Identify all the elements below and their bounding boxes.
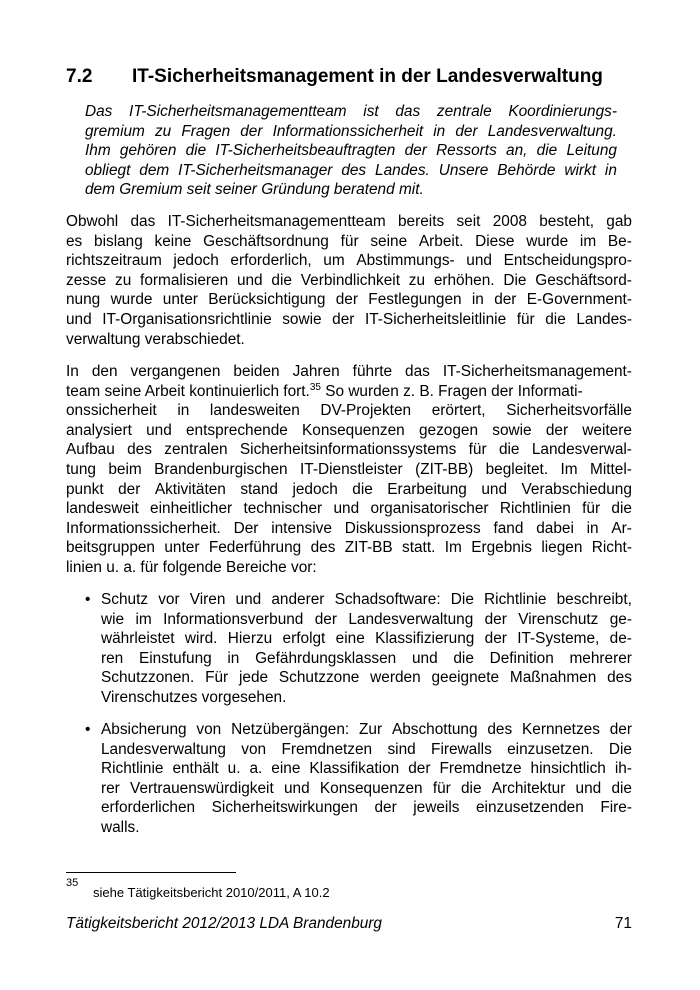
paragraph-line — [66, 401, 632, 421]
word: Be- — [607, 232, 632, 250]
word: ren — [101, 649, 124, 667]
word: eine — [335, 630, 365, 648]
page-number: 71 — [614, 915, 632, 932]
footnote-number: 35 — [66, 877, 79, 889]
bullet-line — [101, 590, 632, 610]
word: Viren — [189, 591, 226, 608]
intro-line — [85, 161, 617, 181]
word: um — [323, 252, 345, 270]
word: für — [432, 779, 451, 797]
word: Vertrauenswürdigkeit — [130, 779, 274, 797]
word: währleistet — [101, 630, 175, 648]
word: bereits — [398, 213, 445, 230]
word: Verabschiedung — [521, 480, 632, 498]
word: Ressorts — [436, 142, 497, 160]
word: Geschäftsord- — [535, 271, 632, 289]
bullet-line — [101, 649, 632, 669]
word: Leitung — [566, 142, 617, 160]
word: entsprechende — [186, 421, 288, 439]
word: Abschottung — [391, 721, 478, 738]
word: Abstimmungs- — [356, 252, 455, 270]
footnote-text: siehe Tätigkeitsbericht 2010/2011, A 10.2 — [93, 885, 330, 900]
bullet-marker: • — [85, 591, 91, 608]
word: zentrale — [436, 103, 492, 120]
word: für — [516, 310, 535, 328]
word: onssicherheit — [66, 402, 157, 420]
word: Diese — [475, 232, 515, 250]
word: vergangenen — [130, 363, 221, 380]
word: und — [236, 271, 263, 289]
paragraph-line — [66, 421, 632, 441]
word: Virenschutz — [518, 610, 599, 628]
word: Ergebnis — [471, 539, 532, 557]
word: des — [607, 669, 632, 687]
word: Die — [608, 740, 632, 758]
word: Informationssicherheit. — [66, 519, 221, 537]
word: keine — [154, 232, 192, 250]
word: des — [310, 539, 336, 557]
word: werden — [370, 669, 421, 687]
word: der — [374, 799, 397, 817]
word: begleitet. — [485, 460, 549, 478]
word: wird. — [184, 630, 218, 648]
word: IT-Sicherheitsmanagementteam — [167, 213, 386, 230]
word: der — [408, 760, 431, 778]
word: gremium — [85, 122, 145, 140]
intro-line — [85, 102, 617, 122]
word: landesweiten — [209, 402, 300, 420]
word: E-Government- — [526, 291, 632, 309]
word: a. — [249, 760, 263, 778]
word: Obwohl — [66, 213, 119, 230]
word: Federführung — [208, 539, 302, 557]
word: Sicherheitswirkungen — [211, 799, 358, 817]
word: jedoch — [292, 480, 338, 498]
word: de- — [609, 630, 632, 648]
word: Die — [503, 271, 527, 289]
word: in — [471, 291, 484, 309]
word: und — [481, 480, 508, 498]
word: Konsequenzen — [319, 779, 423, 797]
word: jedoch — [173, 252, 219, 270]
word: Schutz — [101, 591, 149, 608]
word: in — [604, 161, 617, 179]
word: Festlegungen — [368, 291, 462, 309]
word: Brandenburgischen — [154, 460, 288, 478]
word: IT-Sicherheitsmanagement- — [442, 363, 632, 380]
paragraph-line — [66, 480, 632, 500]
intro-box — [85, 102, 617, 200]
word: Informationsverbund — [163, 610, 304, 628]
intro-line — [85, 122, 617, 142]
word: beim — [108, 460, 142, 478]
word: Aktivitäten — [154, 480, 226, 498]
word: Fragen — [181, 122, 231, 140]
word: zu — [115, 271, 132, 289]
word: von — [241, 740, 267, 758]
word: gezogen — [418, 421, 479, 439]
word: ge- — [609, 610, 632, 628]
word: sowie — [492, 421, 532, 439]
word: Klassifizierung — [375, 630, 475, 648]
word: die — [461, 779, 482, 797]
word: Unsere — [438, 161, 489, 179]
word: Gefährdungsklassen — [255, 649, 397, 667]
paragraph-line — [66, 251, 632, 271]
word: unter — [162, 291, 198, 309]
word: wirkt — [564, 161, 597, 179]
word: stand — [240, 480, 278, 498]
word: Fremdnetze — [439, 760, 522, 778]
word: die — [611, 500, 632, 518]
paragraph-1 — [66, 212, 632, 349]
bullet-line — [101, 759, 632, 779]
paragraph-text: So wurden z. B. Fragen der Informati- — [320, 382, 583, 400]
word: dabei — [536, 519, 574, 537]
word: Absicherung — [101, 721, 187, 738]
word: statt. — [402, 539, 436, 557]
word: dem — [139, 161, 170, 179]
bullet-line — [101, 668, 632, 688]
word: die — [545, 310, 566, 328]
word: hinsichtlich — [530, 760, 606, 778]
word: seine — [370, 232, 408, 250]
word: Sicherheitsvorfälle — [506, 402, 632, 420]
bullet-line — [101, 720, 632, 740]
word: ZIT-BB — [344, 539, 393, 557]
word: Das — [85, 103, 113, 120]
word: zesse — [66, 271, 107, 289]
word: Ihm — [85, 142, 111, 160]
word: Landesverwal- — [531, 441, 632, 459]
word: DV-Projekten — [320, 402, 412, 420]
word: des — [127, 441, 152, 459]
word: für — [582, 500, 601, 518]
word: Architektur — [491, 779, 566, 797]
word: Landes. — [375, 161, 430, 179]
word: Aufbau — [66, 441, 115, 459]
section-number: 7.2 — [66, 66, 93, 87]
paragraph-line: linien u. a. für folgende Bereiche vor: — [66, 558, 317, 576]
paragraph-line — [66, 460, 632, 480]
word: an, — [506, 142, 528, 160]
word: besteht, — [539, 213, 595, 230]
word: Schutzzone — [278, 669, 360, 687]
word: einzusetzen. — [507, 740, 594, 758]
paragraph-text: team seine Arbeit kontinuierlich fort. — [66, 382, 310, 400]
word: wie — [101, 610, 125, 628]
paragraph-line — [66, 538, 632, 558]
word: erhöhen. — [433, 271, 495, 289]
word: Netzübergängen: — [231, 721, 350, 738]
word: wurde — [526, 232, 569, 250]
word: IT-Organisationsrichtlinie — [102, 310, 272, 328]
word: Berücksichtigung — [208, 291, 326, 309]
word: Sicherheitsinformationssystems — [239, 441, 457, 459]
word: Im — [560, 460, 578, 478]
word: sowie — [282, 310, 322, 328]
bullet-line — [101, 610, 632, 630]
word: der — [484, 610, 507, 628]
word: Schutzzonen. — [101, 669, 195, 687]
footnote-divider — [66, 872, 236, 873]
word: IT-Dienstleister — [300, 460, 403, 478]
word: und — [66, 310, 92, 328]
paragraph-2 — [66, 362, 632, 578]
word: des — [341, 161, 367, 179]
word: führte — [352, 363, 393, 380]
word: Richtlinie — [101, 760, 164, 778]
word: zentralen — [164, 441, 228, 459]
word: jeweils — [413, 799, 460, 817]
word: beschreibt, — [556, 591, 632, 608]
word: Der — [233, 519, 259, 537]
word: technischer — [243, 500, 323, 518]
word: Richtlinie — [484, 591, 547, 608]
paragraph-line — [66, 232, 632, 252]
word: die — [536, 142, 558, 160]
bullet-item — [101, 590, 632, 708]
word: zu — [154, 122, 172, 140]
word: punkt — [66, 480, 104, 498]
bullet-line — [101, 798, 632, 818]
word: Verbindlichkeit — [300, 271, 400, 289]
word: und — [333, 500, 360, 518]
paragraph-line — [66, 212, 632, 232]
word: einzusetzenden — [475, 799, 584, 817]
footnote-reference: 35 — [309, 381, 321, 393]
word: der — [494, 291, 517, 309]
word: Fire- — [600, 799, 632, 817]
word: ih- — [614, 760, 632, 778]
word: IT-Sicherheitsmanager — [178, 161, 333, 179]
word: gehören — [119, 142, 177, 160]
word: einheitlicher — [150, 500, 233, 518]
word: Hierzu — [227, 630, 273, 648]
word: der — [545, 421, 569, 439]
word: Landesverwaltung — [348, 610, 474, 628]
word: beiden — [233, 363, 280, 380]
bullet-line — [101, 740, 632, 760]
word: die — [271, 271, 292, 289]
word: In — [66, 363, 79, 380]
paragraph-line: verwaltung verabschiedet. — [66, 330, 245, 348]
word: erforderlichen — [101, 799, 196, 817]
paragraph-line — [66, 440, 632, 460]
paragraph-line — [66, 362, 632, 382]
word: erforderlich, — [230, 252, 312, 270]
word: das — [130, 213, 156, 230]
word: obliegt — [85, 161, 131, 179]
word: Für — [205, 669, 229, 687]
word: die — [611, 779, 632, 797]
word: Informationssicherheit — [272, 122, 424, 140]
word: der — [314, 610, 337, 628]
word: Landesverwaltung. — [487, 122, 617, 140]
paragraph-line — [66, 271, 632, 291]
paragraph-line — [66, 499, 632, 519]
word: Richtlinien — [499, 500, 571, 518]
intro-line: dem Gremium seit seiner Gründung beratend mit. — [85, 181, 424, 199]
word: die — [453, 649, 474, 667]
word: Maßnahmen — [509, 669, 597, 687]
word: seit — [456, 213, 481, 230]
intro-line — [85, 141, 617, 161]
word: den — [91, 363, 118, 380]
word: Geschäftsordnung — [203, 232, 329, 250]
word: mehrerer — [569, 649, 632, 667]
word: sind — [387, 740, 416, 758]
section-title: IT-Sicherheitsmanagement in der Landesverwaltung — [132, 66, 603, 87]
word: rer — [101, 779, 120, 797]
word: für — [468, 441, 487, 459]
bullet-marker: • — [85, 721, 91, 738]
word: geeignete — [431, 669, 500, 687]
word: nung — [66, 291, 101, 309]
word: und — [235, 591, 262, 608]
word: Definition — [489, 649, 554, 667]
word: Diskussionsprozess — [344, 519, 481, 537]
word: bislang — [94, 232, 143, 250]
word: (ZIT-BB) — [415, 460, 474, 478]
paragraph-line — [66, 519, 632, 539]
word: IT-Sicherheitsmanagementteam — [129, 103, 347, 120]
word: Ar- — [611, 519, 632, 537]
word: erfolgt — [282, 630, 326, 648]
word: analysiert — [66, 421, 132, 439]
word: enthält — [172, 760, 219, 778]
word: der — [609, 721, 632, 738]
word: formalisieren — [140, 271, 229, 289]
word: 2008 — [492, 213, 527, 230]
word: Einstufung — [138, 649, 212, 667]
word: Behörde — [497, 161, 556, 179]
word: zu — [408, 271, 426, 289]
word: Klassifikation — [309, 760, 400, 778]
word: IT-Systeme, — [517, 630, 600, 648]
word: tung — [66, 460, 96, 478]
word: für — [340, 232, 359, 250]
word: Kernnetzes — [522, 721, 600, 738]
word: Erarbeitung — [387, 480, 467, 498]
word: Entscheidungspro- — [503, 252, 632, 270]
word: liegen — [541, 539, 583, 557]
section-heading — [66, 66, 646, 88]
word: der — [335, 291, 358, 309]
word: die — [185, 142, 207, 160]
word: der — [484, 630, 507, 648]
word: weitere — [582, 421, 632, 439]
page-footer — [66, 915, 632, 933]
word: gab — [606, 213, 632, 230]
paragraph-line-with-footnote — [66, 382, 632, 402]
word: eine — [271, 760, 301, 778]
word: und — [283, 779, 310, 797]
word: Richt- — [591, 539, 632, 557]
word: Arbeit. — [418, 232, 464, 250]
word: landesweit — [66, 500, 139, 518]
word: erörtert, — [431, 402, 486, 420]
word: beitsgruppen — [66, 539, 155, 557]
bullet-line — [101, 629, 632, 649]
word: die — [498, 441, 520, 459]
word: in — [433, 122, 446, 140]
word: Firewalls — [431, 740, 492, 758]
word: im — [579, 232, 597, 250]
word: und — [575, 779, 602, 797]
bullet-line — [101, 779, 632, 799]
word: organisatorischer — [370, 500, 489, 518]
word: die — [352, 480, 373, 498]
footer-title: Tätigkeitsbericht 2012/2013 LDA Brandenburg — [66, 915, 382, 932]
word: Schadsoftware: — [334, 591, 441, 608]
word: Landes- — [576, 310, 632, 328]
word: Landesverwaltung — [101, 740, 226, 758]
word: in — [177, 402, 190, 420]
word: und — [411, 649, 438, 667]
word: Zur — [359, 721, 383, 738]
bullet-line: walls. — [101, 818, 140, 836]
word: im — [135, 610, 152, 628]
paragraph-line — [66, 310, 632, 330]
word: der — [332, 310, 355, 328]
word: Jahren — [292, 363, 340, 380]
word: ist — [363, 103, 379, 120]
word: Die — [450, 591, 474, 608]
word: der — [455, 122, 478, 140]
word: der — [240, 122, 263, 140]
bullet-item — [101, 720, 632, 838]
word: jede — [238, 669, 269, 687]
word: IT-Sicherheitsbeauftragten — [215, 142, 396, 160]
word: wurde — [110, 291, 153, 309]
word: Konsequenzen — [302, 421, 405, 439]
word: das — [405, 363, 430, 380]
word: Mittel- — [590, 460, 632, 478]
word: Koordinierungs- — [508, 103, 617, 120]
word: richtszeitraum — [66, 252, 162, 270]
word: fand — [493, 519, 524, 537]
word: in — [586, 519, 599, 537]
word: das — [395, 103, 421, 120]
word: anderer — [271, 591, 325, 608]
bullet-line: Virenschutzes vorgesehen. — [101, 688, 287, 706]
word: Fremdnetzen — [281, 740, 373, 758]
word: IT-Sicherheitsleitlinie — [364, 310, 507, 328]
word: der — [118, 480, 141, 498]
word: in — [227, 649, 240, 667]
word: u. — [227, 760, 241, 778]
word: des — [487, 721, 513, 738]
word: Im — [444, 539, 462, 557]
word: und — [146, 421, 172, 439]
word: der — [404, 142, 427, 160]
word: von — [196, 721, 222, 738]
word: und — [466, 252, 492, 270]
word: unter — [164, 539, 200, 557]
word: vor — [158, 591, 180, 608]
paragraph-line — [66, 290, 632, 310]
word: es — [66, 232, 83, 250]
word: intensive — [271, 519, 332, 537]
